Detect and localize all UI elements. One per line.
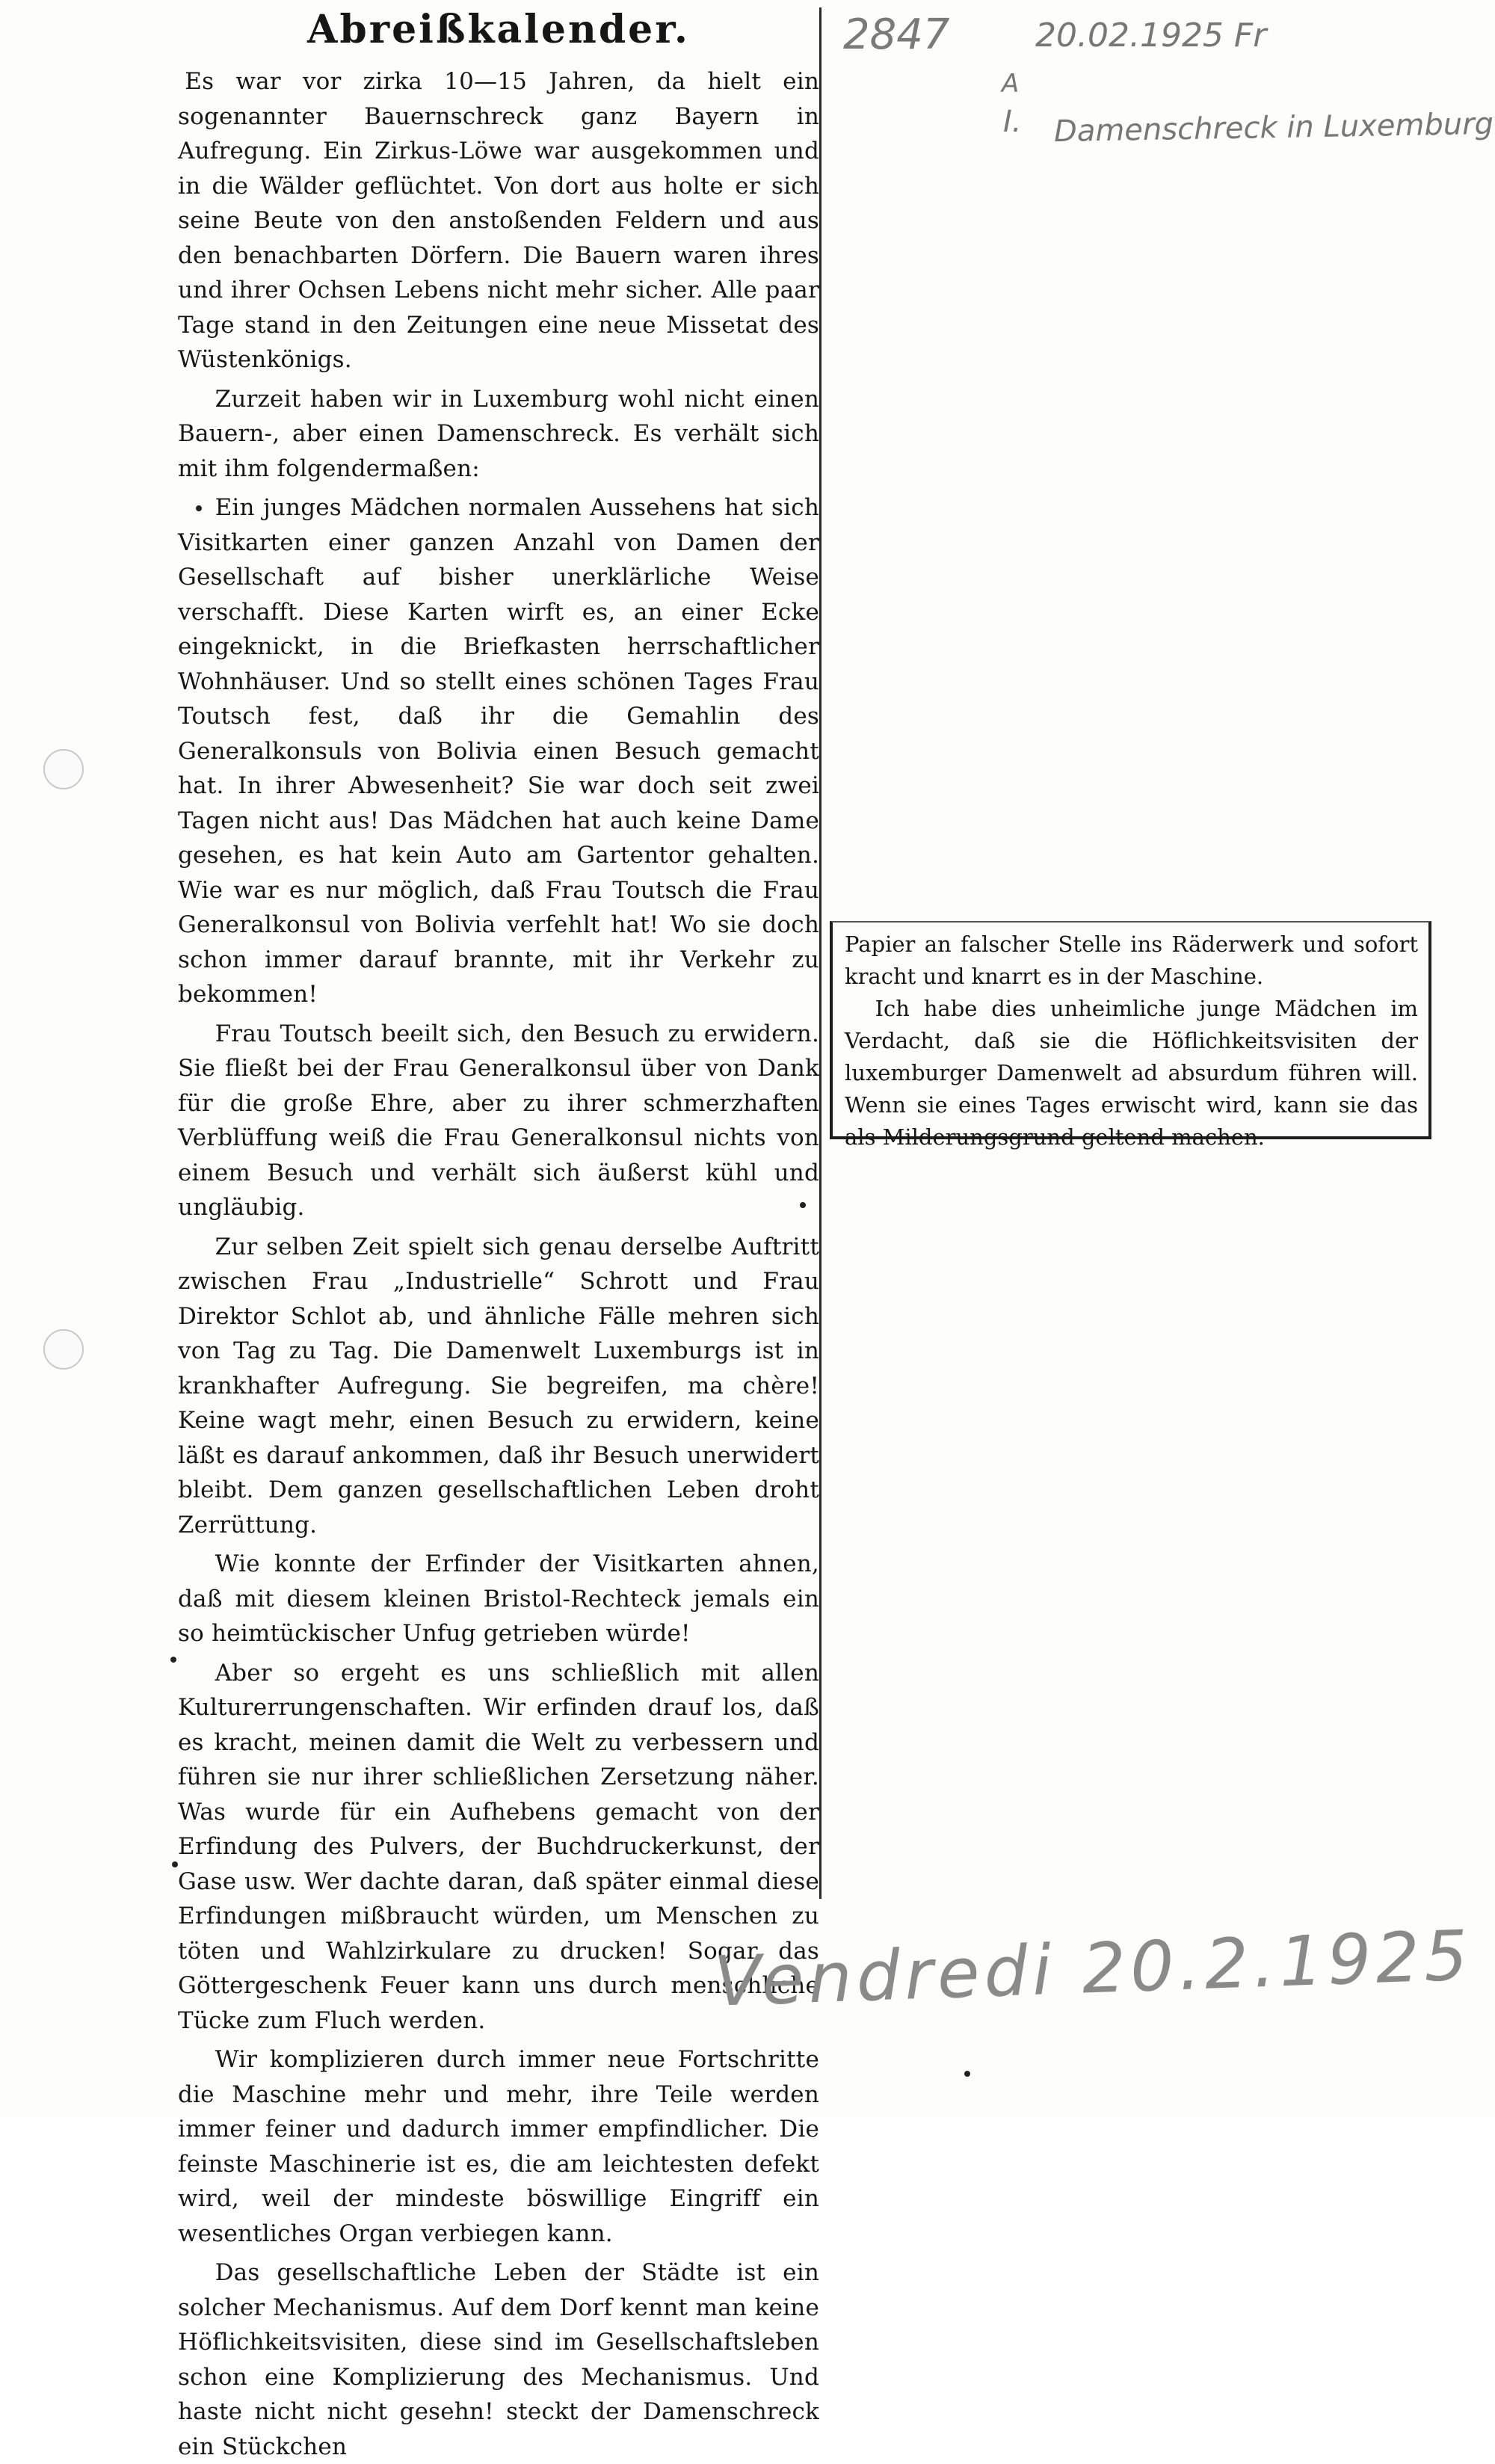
punch-hole-bottom <box>43 1329 84 1370</box>
handwritten-date: 20.02.1925 Fr <box>1035 16 1267 55</box>
newspaper-clipping-continuation <box>830 921 1431 1150</box>
scan-speck <box>196 505 202 511</box>
handwritten-bottom-date: Vendredi 20.2.1925 <box>712 1915 1474 2022</box>
continuation-paragraph-1: Papier an falscher Stelle ins Räderwerk und sofort kracht und knarrt es in der Maschine. <box>845 931 1418 989</box>
article-paragraph-3: Ein junges Mädchen normalen Aussehens hat sich Visitkarten einer ganzen Anzahl von Damen der Gesellschaft auf bisher unerklärliche Weise verschafft. Diese Karten wirft es, an einer Ecke eingeknickt, in die Briefkasten herrschaftlicher Wohnhäuser. Und so stellt eines schönen Tages Frau Toutsch fest, daß ihr die Gemahlin des Generalkonsuls von Bolivia einen Besuch gemacht hat. In ihrer Abwesenheit? Sie war doch seit zwei Tagen nicht aus! Das Mädchen hat auch keine Dame gesehen, es hat kein Auto am Gartentor gehalten. Wie war es nur möglich, daß Frau Toutsch die Frau Generalkonsul von Bolivia verfehlt hat! Wo sie doch schon immer darauf brannte, mit ihr Verkehr zu bekommen! <box>178 494 819 1008</box>
handwritten-subject-note: Damenschreck in Luxemburg <box>1053 106 1494 150</box>
article-paragraph-4: Frau Toutsch beeilt sich, den Besuch zu erwidern. Sie fließt bei der Frau Generalkonsul über von Dank für die große Ehre, aber zu ihrer schmerzhaften Verblüffung weiß die Frau Generalkonsul nichts von einem Besuch und verhält sich äußerst kühl und ungläubig. <box>178 1020 819 1221</box>
handwritten-note-a: A <box>1002 69 1020 99</box>
article-paragraph-9: Das gesellschaftliche Leben der Städte ist ein solcher Mechanismus. Auf dem Dorf kennt man keine Höflichkeitsvisiten, diese sind im Gesellschaftsleben schon eine Komplizierung des Mechanismus. Und haste nicht nicht gesehn! steckt der Damenschreck ein Stückchen <box>178 2259 819 2460</box>
continuation-paragraph-2: Ich habe dies unheimliche junge Mädchen im Verdacht, daß sie die Höflichkeitsvisiten der luxemburger Damenwelt ad absurdum führen will. Wenn sie eines Tages erwischt wird, kann sie das als Milderungsgrund geltend machen. <box>845 996 1418 1150</box>
scan-speck <box>800 1202 806 1208</box>
article-paragraph-2: Zurzeit haben wir in Luxemburg wohl nicht einen Bauern-, aber einen Damenschreck. Es verhält sich mit ihm folgendermaßen: <box>178 385 819 482</box>
scan-speck <box>170 1657 176 1663</box>
scan-speck <box>172 1861 178 1867</box>
article-paragraph-8: Wir komplizieren durch immer neue Fortschritte die Maschine mehr und mehr, ihre Teile werden immer feiner und dadurch immer empfindlicher. Die feinste Maschinerie ist es, die am leichtesten defekt wird, weil der mindeste böswillige Eingriff ein wesentliches Organ verbiegen kann. <box>178 2046 819 2247</box>
article-paragraph-1: Es war vor zirka 10—15 Jahren, da hielt ein sogenannter Bauernschreck ganz Bayern in Aufregung. Ein Zirkus-Löwe war ausgekommen und in die Wälder geflüchtet. Von dort aus holte er sich seine Beute von den anstoßenden Feldern und aus den benachbarten Dörfern. Die Bauern waren ihres und ihrer Ochsen Lebens nicht mehr sicher. Alle paar Tage stand in den Zeitungen eine neue Missetat des Wüstenkönigs. <box>178 68 819 373</box>
article-paragraph-6: Wie konnte der Erfinder der Visitkarten ahnen, daß mit diesem kleinen Bristol-Rechteck jemals ein so heimtückischer Unfug getrieben würde! <box>178 1550 819 1647</box>
handwritten-note-i: I. <box>1003 105 1022 139</box>
article-paragraph-5: Zur selben Zeit spielt sich genau derselbe Auftritt zwischen Frau „Industrielle“ Schrott und Frau Direktor Schlot ab, und ähnliche Fälle mehren sich von Tag zu Tag. Die Damenwelt Luxemburgs ist in krankhafter Aufregung. Sie begreifen, ma chère! Keine wagt mehr, einen Besuch zu erwidern, keine läßt es darauf ankommen, daß ihr Besuch unerwidert bleibt. Dem ganzen gesellschaftlichen Leben droht Zerrüttung. <box>178 1233 819 1539</box>
article-title: Abreißkalender. <box>307 7 690 52</box>
handwritten-archive-number: 2847 <box>843 10 950 59</box>
punch-hole-top <box>43 749 84 789</box>
article-paragraph-7: Aber so ergeht es uns schließlich mit allen Kulturerrungenschaften. Wir erfinden drauf los, daß es kracht, meinen damit die Welt zu verbessern und führen sie nur ihrer schließlichen Zersetzung näher. Was wurde für ein Aufhebens gemacht von der Erfindung des Pulvers, der Buchdruckerkunst, der Gase usw. Wer dachte daran, daß später einmal diese Erfindungen mißbraucht würden, um Menschen zu töten und Wahlzirkulare zu drucken! Sogar das Göttergeschenk Feuer kann uns durch menschliche Tücke zum Fluch werden. <box>178 1659 819 2034</box>
scan-speck <box>964 2071 970 2077</box>
newspaper-clipping-main <box>178 7 822 2460</box>
